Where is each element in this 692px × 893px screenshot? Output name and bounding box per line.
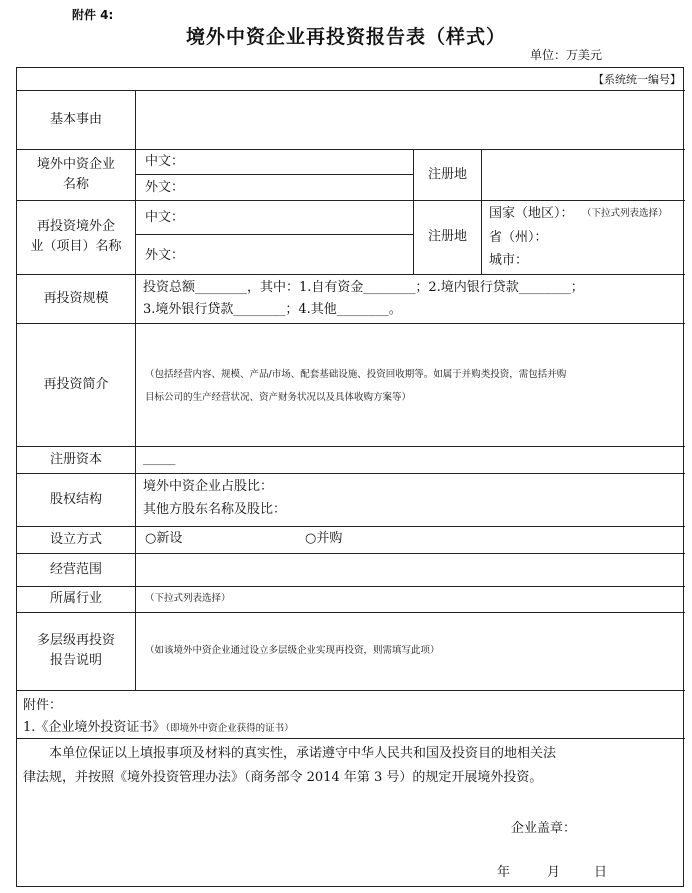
pledge-line-1: 本单位保证以上填报事项及材料的真实性，承诺遵守中华人民共和国及投资目的地相关法 bbox=[23, 746, 557, 761]
basic-reason-label: 基本事由 bbox=[49, 111, 102, 127]
date-day[interactable]: 日 bbox=[594, 865, 608, 880]
industry-dropdown-hint[interactable]: （下拉式列表选择） bbox=[145, 593, 231, 604]
scope-label: 经营范围 bbox=[49, 561, 102, 577]
company-name-foreign-field[interactable] bbox=[217, 176, 407, 198]
date-year[interactable]: 年 bbox=[497, 865, 511, 880]
reg-capital-label: 注册资本 bbox=[49, 451, 102, 467]
company-name-label-l1: 境外中资企业 bbox=[36, 156, 115, 172]
city-label: 城市： bbox=[489, 253, 529, 268]
date-month[interactable]: 月 bbox=[547, 865, 561, 880]
scale-line-1[interactable]: 投资总额________，其中：1.自有资金________；2.境内银行贷款________； bbox=[143, 280, 584, 295]
project-name-foreign-label: 外文： bbox=[145, 248, 185, 263]
reg-capital-field[interactable]: _____ bbox=[143, 451, 176, 466]
company-name-foreign-label: 外文： bbox=[145, 180, 185, 195]
intro-hint-l2: 目标公司的生产经营状况、资产财务状况以及具体收购方案等） bbox=[145, 392, 412, 403]
basic-reason-field[interactable] bbox=[136, 90, 684, 149]
system-code: 【系统统一编号】 bbox=[593, 73, 681, 86]
multi-level-label-l1: 多层级再投资 bbox=[36, 633, 115, 648]
multi-level-label-l2: 报告说明 bbox=[49, 653, 102, 668]
equity-line-1[interactable]: 境外中资企业占股比： bbox=[143, 479, 274, 494]
report-form bbox=[16, 67, 684, 887]
intro-hint-l1: （包括经营内容、规模、产品/市场、配套基础设施、投资回收期等。如属于并购类投资，需包括并购 bbox=[145, 369, 567, 380]
multi-level-label bbox=[17, 612, 135, 690]
project-name-label-l1: 再投资境外企 bbox=[36, 219, 115, 234]
project-name-label-l2: 业（项目）名称 bbox=[30, 239, 122, 254]
project-name-label bbox=[17, 200, 135, 274]
attachment-label: 附件： bbox=[23, 698, 63, 713]
setup-label: 设立方式 bbox=[49, 531, 102, 547]
company-name-label bbox=[17, 149, 135, 200]
form-title: 境外中资企业再投资报告表（样式） bbox=[185, 26, 506, 48]
equity-line-2[interactable]: 其他方股东名称及股比： bbox=[143, 502, 287, 517]
company-reg-place-label: 注册地 bbox=[427, 166, 467, 182]
project-name-cn-field[interactable] bbox=[217, 204, 407, 230]
unit-label: 单位：万美元 bbox=[530, 48, 603, 62]
equity-label: 股权结构 bbox=[49, 491, 102, 507]
scale-label: 再投资规模 bbox=[43, 290, 109, 306]
setup-option-merger-radio[interactable]: ○并购 bbox=[305, 531, 343, 546]
country-dropdown-hint[interactable]: （下拉式列表选择） bbox=[582, 208, 668, 219]
project-name-foreign-field[interactable] bbox=[217, 238, 407, 270]
intro-label: 再投资简介 bbox=[43, 376, 109, 392]
setup-option-new-radio[interactable]: ○新设 bbox=[145, 531, 183, 546]
province-label: 省（州）： bbox=[489, 230, 548, 245]
pledge-line-2: 律法规，并按照《境外投资管理办法》（商务部令 2014 年第 3 号）的规定开展境外投资。 bbox=[23, 770, 543, 785]
company-reg-place-field[interactable] bbox=[482, 149, 684, 200]
attachment-number: 附件 4: bbox=[72, 8, 114, 22]
project-name-cn-label: 中文： bbox=[145, 210, 185, 225]
attachment-item-title: 1.《企业境外投资证书》 bbox=[23, 720, 166, 735]
scale-line-2[interactable]: 3.境外银行贷款________；4.其他________。 bbox=[143, 302, 402, 317]
company-name-cn-field[interactable] bbox=[217, 151, 407, 173]
country-label: 国家（地区）： bbox=[489, 206, 574, 221]
scope-field[interactable] bbox=[136, 553, 684, 586]
industry-label: 所属行业 bbox=[49, 591, 102, 606]
attachment-item-hint: （即境外中资企业获得的证书） bbox=[165, 723, 294, 734]
company-seal-label: 企业盖章： bbox=[511, 821, 577, 836]
attachment-item bbox=[23, 718, 294, 738]
company-name-label-l2: 名称 bbox=[62, 176, 89, 192]
project-reg-place-label: 注册地 bbox=[427, 229, 467, 244]
multi-level-hint: （如该境外中资企业通过设立多层级企业实现再投资，则需填写此项） bbox=[145, 645, 440, 656]
company-name-cn-label: 中文： bbox=[145, 154, 185, 169]
